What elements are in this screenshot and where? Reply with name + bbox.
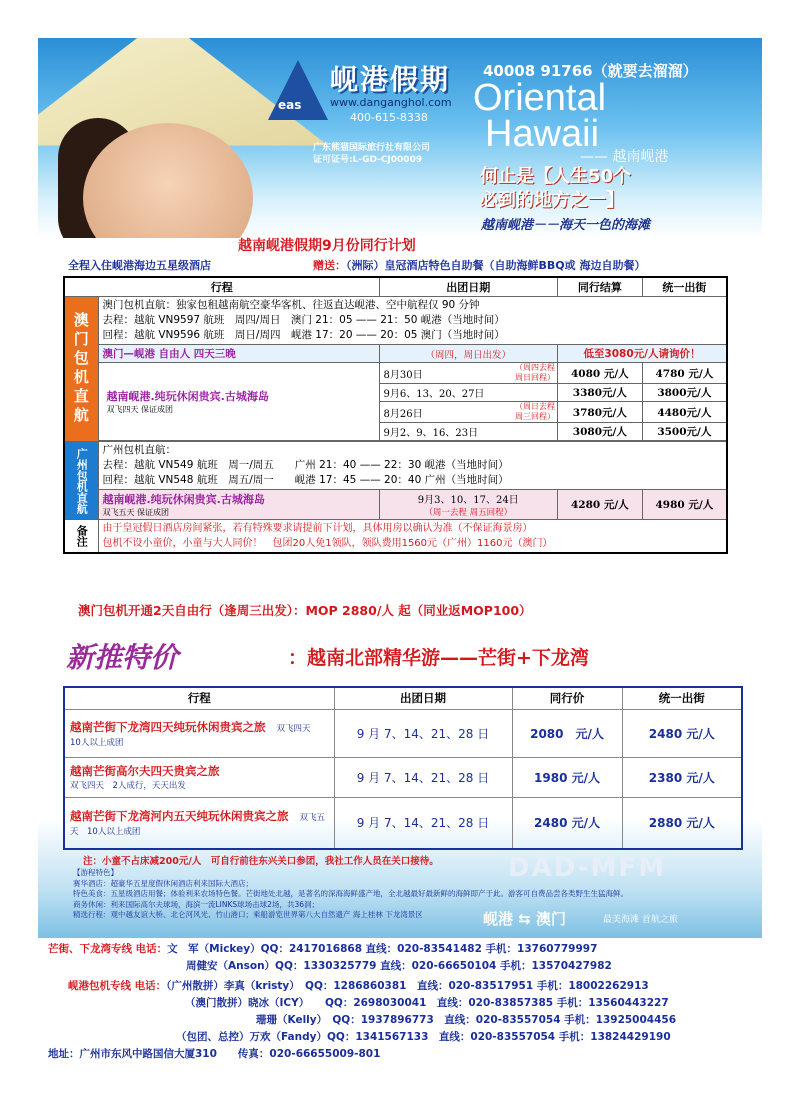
tagline-1: 何止是【人生50个 xyxy=(480,166,632,187)
danang-contact-1 xyxy=(68,978,649,993)
child-footnote: 注：小童不占床减200元/人 可自行前往东兴关口参团，我社工作人员在关口接待。 xyxy=(83,856,439,867)
col-itinerary: 行程 xyxy=(64,277,379,297)
tour-peer: 2080 元/人 xyxy=(512,709,622,757)
tour-peer: 1980 元/人 xyxy=(512,757,622,797)
contact-line: （包团、总控）万欢（Fandy）QQ：1341567133 直线：020-83557054 手机：13824429190 xyxy=(176,1031,671,1043)
contact-line: 珊珊（Kelly） QQ：1937896773 直线：020-83557054 手机：13925004456 xyxy=(256,1014,677,1026)
banner xyxy=(38,38,762,238)
tour-peer: 2480 元/人 xyxy=(512,797,622,849)
macau-tour-note: 双飞四天 保证成团 xyxy=(106,405,174,414)
macau-retail-4: 3500元/人 xyxy=(642,423,727,441)
tour-retail: 2480 元/人 xyxy=(622,709,742,757)
logo-url[interactable]: www.danganghol.com xyxy=(330,96,452,109)
gz-side-label: 广州包机直航 xyxy=(64,442,98,520)
route-badge-sub: 最美海滩 首航之旅 xyxy=(603,915,678,925)
table-header-row xyxy=(64,277,727,297)
tour-note: 双飞四天 2人成行，天天出发 xyxy=(70,781,186,791)
hotel-note: 全程入住岘港海边五星级酒店 xyxy=(68,259,211,272)
remark-row xyxy=(64,520,727,554)
col-peer: 同行价 xyxy=(512,687,622,709)
gz-tour-note: 双飞五天 保证成团 xyxy=(102,508,170,517)
feature-line: 【游程特色】 xyxy=(73,868,118,877)
contact-line: （广州散拼）李真（kristy） QQ：1286860381 直线：020-83517951 手机：18002262913 xyxy=(166,980,649,992)
macau-tour-title: 越南岘港.纯玩休闲贵宾.古城海岛 xyxy=(106,390,269,403)
macau-row-1 xyxy=(64,363,727,384)
macau-desc: 澳门包机直航：独家包租越南航空豪华客机、往返直达岘港、空中航程仅 90 分钟 xyxy=(102,299,480,311)
charter-table xyxy=(63,276,728,554)
north-vietnam-table xyxy=(63,686,743,850)
macau-free-price: 低至3080元/人请询价！ xyxy=(557,345,727,363)
macau-peer-1: 4080 元/人 xyxy=(557,363,642,384)
tour-name: 越南芒街下龙湾河内五天纯玩休闲贵宾之旅 xyxy=(70,809,289,824)
tour-retail: 2380 元/人 xyxy=(622,757,742,797)
feature-line: 精选行程：观中越友谊大桥、北仑河风光、竹山港口；乘船游览世界第八大自然遗产 海上桂林 下龙湾景区 xyxy=(73,910,423,919)
col-peer: 同行结算 xyxy=(557,277,642,297)
tour-note: 双飞五天 10人以上成团 xyxy=(70,813,326,838)
gz-info-row xyxy=(64,442,727,490)
gz-peer: 4280 元/人 xyxy=(557,490,642,520)
hotline: 40008 91766（就要去溜溜） xyxy=(483,62,698,80)
mangjie-label: 芒街、下龙湾专线 电话： xyxy=(48,943,168,955)
macau-return: 回程：越航 VN9596 航班 周日/周四 岘港 17：20 —— 20：05 澳门（当地时间） xyxy=(102,329,505,341)
tour-dates: 9 月 7、14、21、28 日 xyxy=(334,797,512,849)
gz-date: 9月3、10、17、24日 xyxy=(417,495,519,506)
brand-line-2: Hawaii xyxy=(485,113,600,155)
logo-phone: 400-615-8338 xyxy=(350,111,428,124)
macau-peer-4: 3080元/人 xyxy=(557,423,642,441)
macau-free-row xyxy=(64,345,727,363)
tour-retail: 2880 元/人 xyxy=(622,797,742,849)
agency-name: 广东熊猫国际旅行社有限公司 xyxy=(313,143,431,153)
flyer xyxy=(38,38,762,1062)
gz-retail: 4980 元/人 xyxy=(642,490,727,520)
col-retail: 统一出街 xyxy=(622,687,742,709)
new-deals-title: 新推特价 xyxy=(66,641,179,674)
macau-side-label: 澳门包机直航 xyxy=(64,297,98,442)
gz-date-note: （周一去程 周五回程） xyxy=(424,508,513,518)
macau-outbound: 去程：越航 VN9597 航班 周四/周日 澳门 21：05 —— 21：50 岘港（当地时间） xyxy=(102,314,505,326)
new-deals-subtitle: ：越南北部精华游——芒街+下龙湾 xyxy=(288,647,589,669)
gz-outbound: 去程：越航 VN549 航班 周一/周五 广州 21：40 —— 22：30 岘港（当地时间） xyxy=(102,459,509,471)
remark-2: 包机不设小童价，小童与大人同价！ 包团20人免1领队，领队费用1560元（广州）1160元（澳门） xyxy=(102,538,553,549)
gz-return: 回程：越航 VN548 航班 周五/周一 岘港 17：45 —— 20：40 广州（当地时间） xyxy=(102,474,509,486)
table-row xyxy=(64,797,742,849)
macau-date-3: 8月26日 xyxy=(383,408,423,420)
macau-retail-1: 4780 元/人 xyxy=(642,363,727,384)
gift-label: 赠送： xyxy=(313,259,346,272)
macau-date-4: 9月2、9、16、23日 xyxy=(379,423,557,441)
tagline-2: 必到的地方之一】 xyxy=(480,190,624,211)
macau-free-days: （周四，周日出发） xyxy=(379,345,557,363)
macau-date-2: 9月6、13、20、27日 xyxy=(379,384,557,402)
gz-tour-title: 越南岘港.纯玩休闲贵宾.古城海岛 xyxy=(102,493,265,506)
macau-group-1: （周四去程周日回程） xyxy=(514,363,555,382)
tour-name: 越南芒街高尔夫四天贵宾之旅 xyxy=(70,764,220,778)
logo-mark-text: eas xyxy=(278,98,302,112)
route-badge: 岘港 ⇆ 澳门 xyxy=(483,910,567,928)
table-header-row xyxy=(64,687,742,709)
macau-retail-3: 4480元/人 xyxy=(642,402,727,423)
license-number: 证可证号:L-GD-CJ00009 xyxy=(313,155,423,165)
col-itinerary: 行程 xyxy=(64,687,334,709)
macau-free-title: 澳门—岘港 自由人 四天三晚 xyxy=(98,345,379,363)
logo-text: 岘港假期 xyxy=(330,63,451,96)
col-date: 出团日期 xyxy=(334,687,512,709)
macau-info-row xyxy=(64,297,727,345)
tagline-3: 越南岘港－－海天一色的海滩 xyxy=(481,218,651,233)
tour-name: 越南芒街下龙湾四天纯玩休闲贵宾之旅 xyxy=(70,719,266,734)
tour-dates: 9 月 7、14、21、28 日 xyxy=(334,757,512,797)
feature-line: 赛华酒店：超豪华五星度假休闲酒店利来国际大酒店； xyxy=(73,878,253,888)
contact-line: （澳门散拼）晓冰（ICY） QQ：2698030041 直线：020-83857385 手机：13560443227 xyxy=(185,997,669,1009)
macau-2day-promo: 澳门包机开通2天自由行（逢周三出发）：MOP 2880/人 起（同业返MOP100） xyxy=(78,603,532,618)
remark-label: 备注 xyxy=(64,520,98,554)
contact-line: 周健安（Anson）QQ：1330325779 直线：020-66650104 手机：13570427982 xyxy=(186,960,612,972)
brand-line-3: —— 越南岘港 xyxy=(580,149,669,165)
tour-dates: 9 月 7、14、21、28 日 xyxy=(334,709,512,757)
macau-retail-2: 3800元/人 xyxy=(642,384,727,402)
col-retail: 统一出街 xyxy=(642,277,727,297)
brand-line-1: Oriental xyxy=(473,77,607,119)
col-date: 出团日期 xyxy=(379,277,557,297)
gift-text: （洲际）皇冠酒店特色自助餐（自助海鲜BBQ或 海边自助餐） xyxy=(346,259,646,272)
macau-peer-3: 3780元/人 xyxy=(557,402,642,423)
plan-title: 越南岘港假期9月份同行计划 xyxy=(238,238,416,254)
remark-1: 由于皇冠假日酒店房间紧张，若有特殊要求请提前下计划，具体用房以确认为准（不保证海景房） xyxy=(102,523,533,534)
danang-label: 岘港包机专线 电话： xyxy=(68,980,167,992)
mangjie-contact-1 xyxy=(48,941,597,956)
gift-note xyxy=(313,257,645,273)
tour-note: 双飞四天 10人以上成团 xyxy=(70,723,320,748)
feature-line: 商务休闲：利来国际高尔夫球场，海滨一流LINKS球场击球2场，共36洞； xyxy=(73,899,319,909)
macau-peer-2: 3380元/人 xyxy=(557,384,642,402)
gz-tour-row xyxy=(64,490,727,520)
address-line: 地址：广州市东风中路国信大厦310 传真：020-66655009-801 xyxy=(48,1048,381,1060)
route-watermark: DAD-MFM xyxy=(508,853,667,883)
table-row xyxy=(64,709,742,757)
gz-desc: 广州包机直航： xyxy=(102,444,176,456)
feature-line: 特色美食：五星级酒店用餐；体验利来农场特色餐。芒街地处北越，是著名的深海海鲜盛产地，全北越最好最新鲜的海鲜即产于此。游客可自费品尝各类野生生猛海鲜。 xyxy=(73,889,628,898)
contact-line: 文 军（Mickey）QQ：2417016868 直线：020-83541482 手机：13760779997 xyxy=(167,943,598,955)
table-row xyxy=(64,757,742,797)
macau-group-2: （周日去程周三回程） xyxy=(514,402,555,421)
macau-date-1: 8月30日 xyxy=(383,369,423,381)
